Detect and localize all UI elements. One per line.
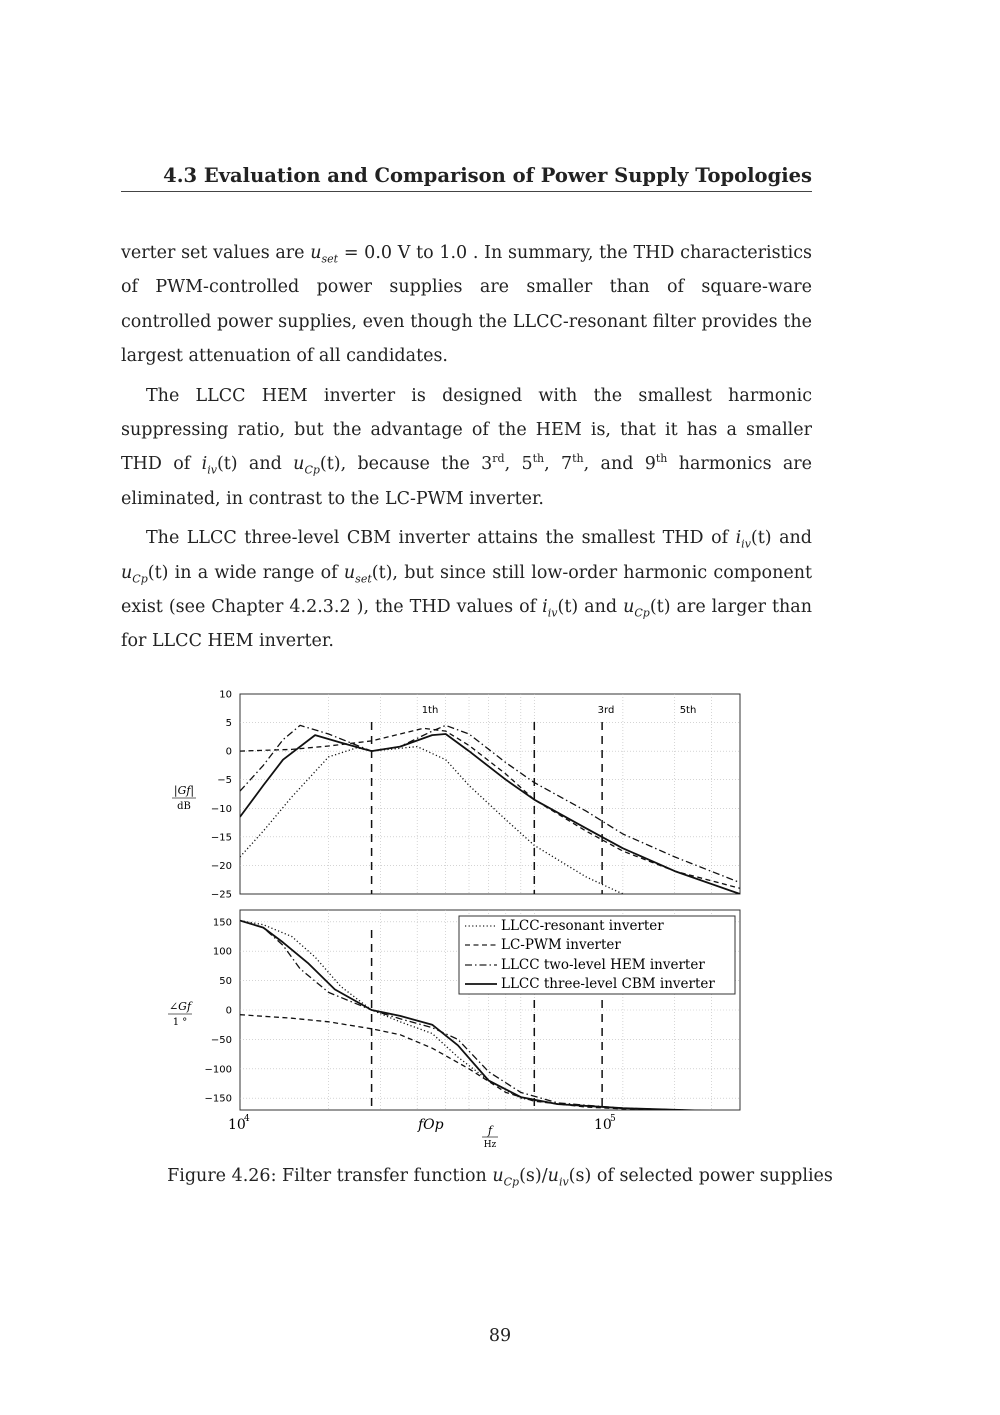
paragraph-3: The LLCC three-level CBM inverter attains the smallest THD of $i_{iv}(t)$ and $u_{Cp}(t)$ in a wide range of $u_{set}(t)$, but since still low-order harmonic component exist (see Chapter 4.2.3.2 ), the THD values of $i_{iv}(t)$ and $u_{Cp}(t)$ are larger than for LLCC HEM inverter. (121, 528, 813, 652)
xtick-fop: fOp (418, 1117, 444, 1133)
series-line-solid (240, 734, 740, 894)
ytick-label: 5 (225, 718, 232, 730)
paragraph-2: The LLCC HEM inverter is designed with the smallest harmonic suppressing ratio, but the advantage of the HEM is, that it has a smaller THD of $i_{iv}(t)$ and $u_{Cp}(t)$, because the 3rd, 5th, 7th, and 9th harmonics are eliminated, in contrast to the LC-PWM inverter. (121, 385, 813, 509)
marker-label-1th: 1th (421, 705, 439, 716)
marker-label-3rd: 3rd (597, 705, 615, 716)
ytick-label: −15 (210, 832, 232, 844)
marker-label-5th: 5th (679, 705, 697, 716)
ytick-label: −20 (210, 860, 232, 872)
running-header: 4.3 Evaluation and Comparison of Power Supply Topologies (121, 164, 812, 192)
xtick-10e4 (228, 1114, 250, 1133)
magnitude-ylabel-denominator: dB (177, 801, 191, 812)
ytick-label: −25 (210, 889, 232, 901)
xtick-10e5 (594, 1114, 616, 1133)
legend-entry-lc-pwm: LC-PWM inverter (501, 937, 621, 953)
ytick-label: −150 (204, 1093, 232, 1105)
phase-axis-label (168, 1000, 193, 1028)
series-line-dashed (240, 1015, 740, 1112)
paragraph-1: verter set values are $u_{set} = 0.0$ V to 1.0 . In summary, the THD characteristics of PWM-controlled power supplies are smaller than of square-ware controlled power supplies, even though the LLCC-resonant filter provides the largest attenuation of all candidates. (121, 243, 812, 367)
magnitude-ylabel-numerator: |Gf| (173, 784, 195, 797)
ytick-label: 100 (212, 946, 232, 958)
figure-caption: Figure 4.26: Filter transfer function $u_{Cp}(s)/u_{iv}(s)$ of selected power supplies (167, 1166, 833, 1189)
ytick-label: −10 (210, 803, 232, 815)
phase-ylabel-denominator: 1 ° (172, 1017, 188, 1028)
legend-entry-llcc-hem: LLCC two-level HEM inverter (501, 957, 705, 973)
ytick-label: 0 (225, 1005, 232, 1017)
bode-plot (160, 684, 760, 1154)
legend-entry-llcc-cbm: LLCC three-level CBM inverter (501, 976, 715, 992)
ytick-label: −100 (204, 1064, 232, 1076)
xlabel-numerator: f (487, 1124, 493, 1137)
legend-entry-llcc-resonant: LLCC-resonant inverter (501, 918, 664, 934)
page-number: 89 (488, 1326, 512, 1346)
figure-4-26 (160, 684, 760, 1158)
ytick-label: 0 (225, 746, 232, 758)
legend (459, 916, 735, 994)
ytick-label: 50 (219, 976, 232, 988)
ytick-label: 150 (212, 917, 232, 929)
ytick-label: −5 (217, 775, 232, 787)
ytick-label: 10 (219, 689, 232, 701)
magnitude-axis-label (172, 784, 196, 812)
svg-text:10: 10 (228, 1117, 246, 1133)
series-line-dashdot (240, 725, 740, 882)
x-axis-label (482, 1124, 498, 1150)
ytick-label: −50 (210, 1034, 232, 1046)
svg-text:4: 4 (244, 1114, 250, 1124)
xlabel-denominator: Hz (483, 1140, 497, 1150)
svg-text:10: 10 (594, 1117, 612, 1133)
body-text (121, 236, 812, 664)
magnitude-plot-frame (240, 694, 740, 894)
phase-ylabel-numerator: ∠Gf (168, 1000, 192, 1013)
series-line-dotted (240, 747, 623, 894)
svg-text:5: 5 (610, 1114, 616, 1124)
